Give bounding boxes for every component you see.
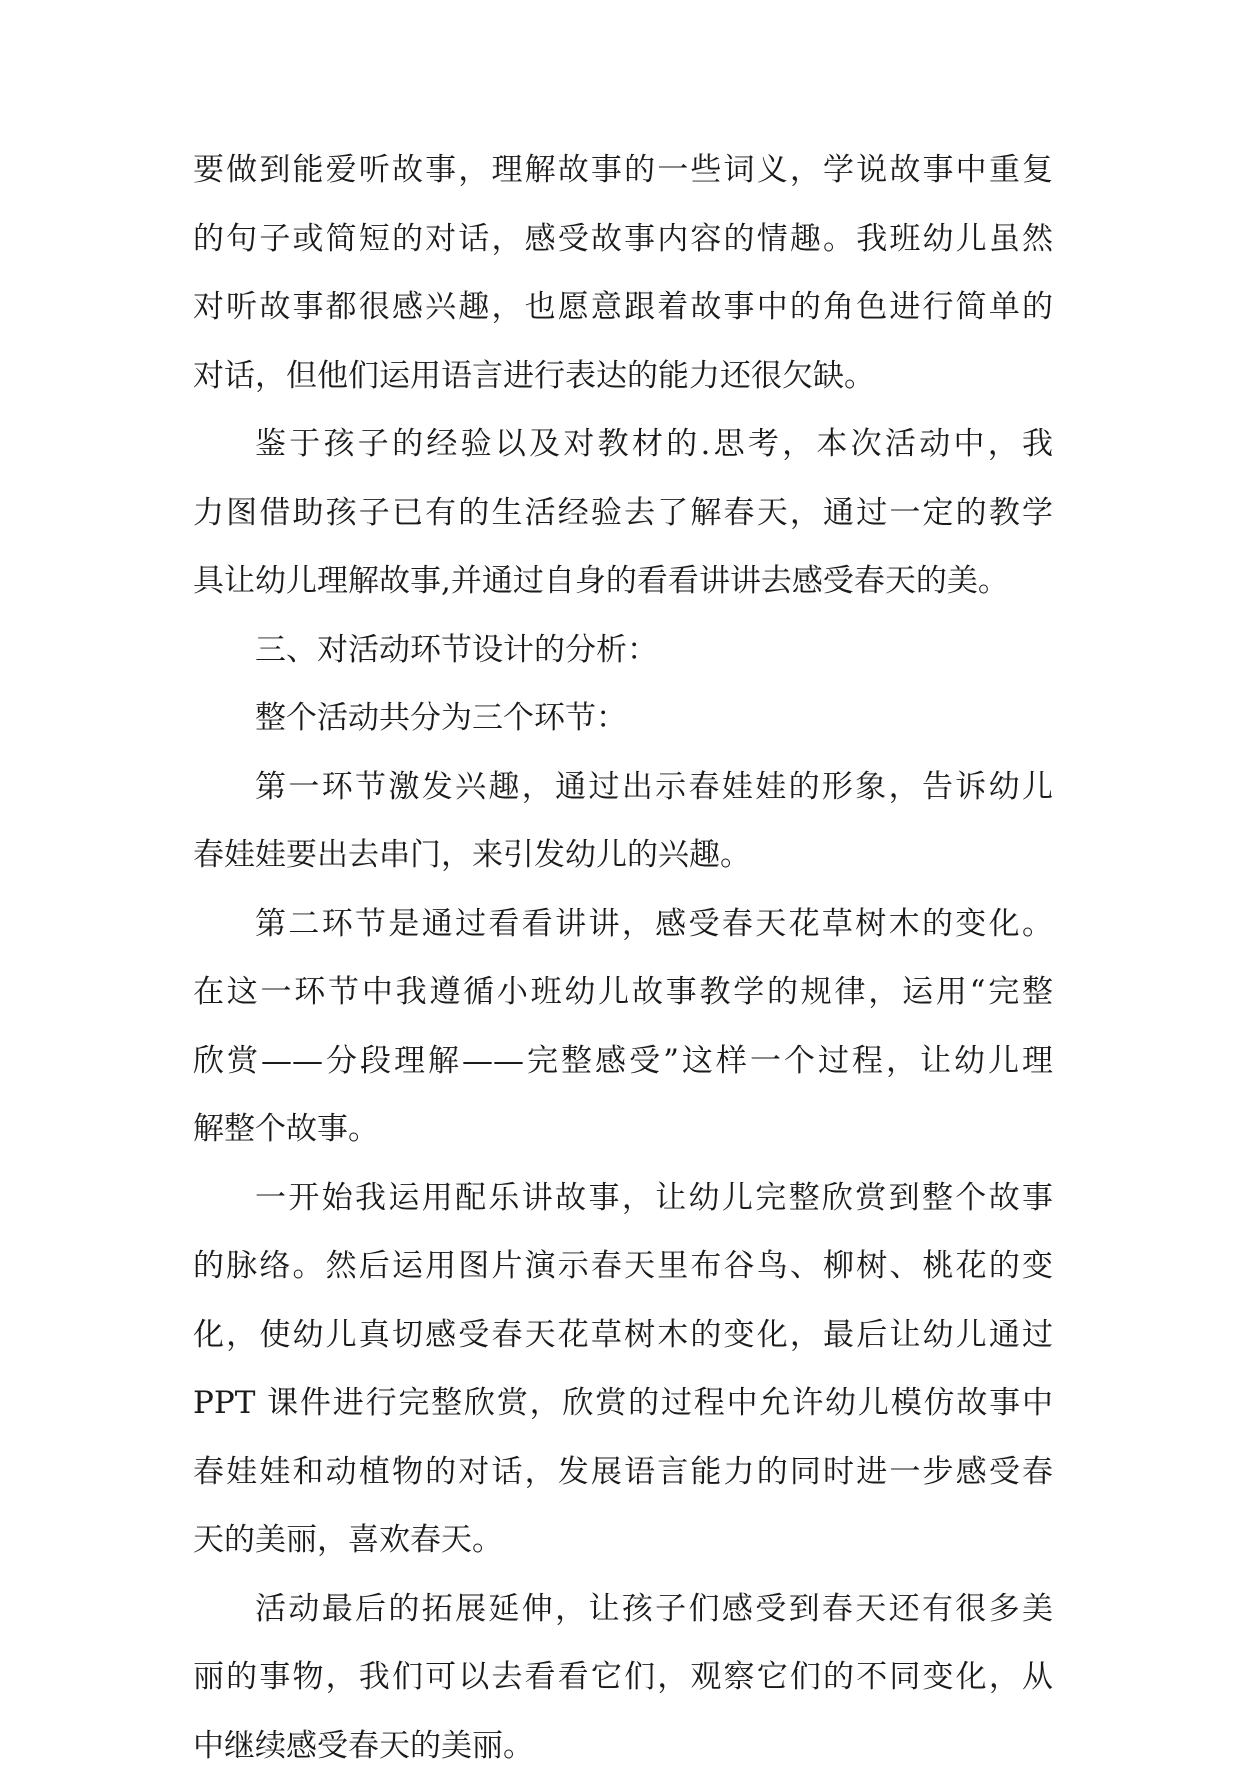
- text-line: 对听故事都很感兴趣，也愿意跟着故事中的角色进行简单的: [193, 284, 1053, 353]
- text-line: 中继续感受春天的美丽。: [193, 1723, 1053, 1791]
- text-line: 鉴于孩子的经验以及对教材的.思考，本次活动中，我: [193, 421, 1053, 490]
- text-line: 在这一环节中我遵循小班幼儿故事教学的规律，运用“完整: [193, 969, 1053, 1038]
- text-line: 具让幼儿理解故事,并通过自身的看看讲讲去感受春天的美。: [193, 558, 1053, 627]
- text-line: 第一环节激发兴趣，通过出示春娃娃的形象，告诉幼儿: [193, 764, 1053, 833]
- text-line: 化，使幼儿真切感受春天花草树木的变化，最后让幼儿通过: [193, 1312, 1053, 1381]
- text-line: 整个活动共分为三个环节：: [193, 695, 1053, 764]
- text-line: 春娃娃和动植物的对话，发展语言能力的同时进一步感受春: [193, 1449, 1053, 1518]
- text-line: PPT 课件进行完整欣赏，欣赏的过程中允许幼儿模仿故事中: [193, 1380, 1053, 1449]
- text-line: 第二环节是通过看看讲讲，感受春天花草树木的变化。: [193, 901, 1053, 970]
- text-line: 的脉络。然后运用图片演示春天里布谷鸟、柳树、桃花的变: [193, 1243, 1053, 1312]
- document-page: [193, 147, 1053, 1791]
- text-line: 天的美丽，喜欢春天。: [193, 1517, 1053, 1586]
- text-line: 春娃娃要出去串门，来引发幼儿的兴趣。: [193, 832, 1053, 901]
- text-line: 的句子或简短的对话，感受故事内容的情趣。我班幼儿虽然: [193, 216, 1053, 285]
- text-line: 三、对活动环节设计的分析：: [193, 627, 1053, 696]
- text-line: 解整个故事。: [193, 1106, 1053, 1175]
- text-line: 对话，但他们运用语言进行表达的能力还很欠缺。: [193, 353, 1053, 422]
- text-line: 一开始我运用配乐讲故事，让幼儿完整欣赏到整个故事: [193, 1175, 1053, 1244]
- text-line: 要做到能爱听故事，理解故事的一些词义，学说故事中重复: [193, 147, 1053, 216]
- text-line: 欣赏——分段理解——完整感受”这样一个过程，让幼儿理: [193, 1038, 1053, 1107]
- text-line: 丽的事物，我们可以去看看它们，观察它们的不同变化，从: [193, 1654, 1053, 1723]
- text-line: 力图借助孩子已有的生活经验去了解春天，通过一定的教学: [193, 490, 1053, 559]
- text-line: 活动最后的拓展延伸，让孩子们感受到春天还有很多美: [193, 1586, 1053, 1655]
